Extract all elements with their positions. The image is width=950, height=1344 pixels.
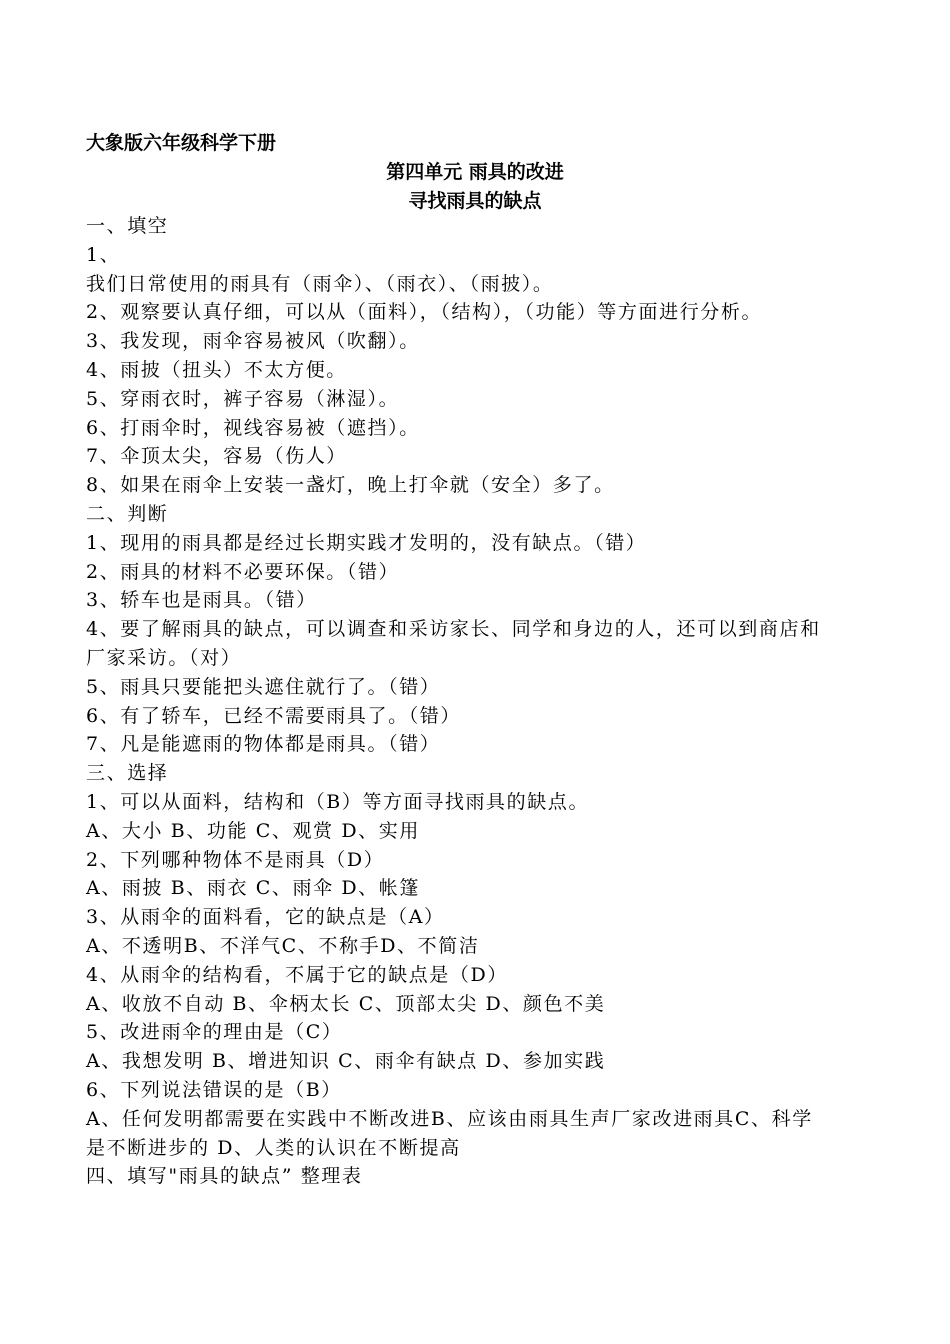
text-line: 6、有了轿车，已经不需要雨具了。（错） bbox=[86, 704, 461, 727]
text-line: 1、 bbox=[86, 243, 121, 266]
text-line: 5、雨具只要能把头遮住就行了。（错） bbox=[86, 675, 441, 698]
text-line: 5、改进雨伞的理由是（C） bbox=[86, 1021, 343, 1044]
text-line: 一、填空 bbox=[86, 215, 169, 237]
text-line: A、不透明B、不洋气C、不称手D、不简洁 bbox=[86, 934, 480, 957]
text-line: 2、观察要认真仔细，可以从（面料），（结构），（功能）等方面进行分析。 bbox=[86, 301, 763, 324]
text-line: 8、如果在雨伞上安装一盏灯，晚上打伞就（安全）多了。 bbox=[86, 474, 615, 497]
text-line: A、任何发明都需要在实践中不断改进B、应该由雨具生声厂家改进雨具C、科学 bbox=[86, 1107, 813, 1130]
text-line: 6、打雨伞时，视线容易被（遮挡）。 bbox=[86, 416, 420, 439]
document-header: 大象版六年级科学下册 bbox=[86, 132, 277, 154]
text-line: 6、下列说法错误的是（B） bbox=[86, 1078, 342, 1101]
text-line: 3、我发现，雨伞容易被风（吹翻）。 bbox=[86, 330, 420, 353]
text-line: 4、从雨伞的结构看，不属于它的缺点是（D） bbox=[86, 963, 508, 986]
text-line: A、大小 B、功能 C、观赏 D、实用 bbox=[86, 819, 420, 842]
text-line: 3、轿车也是雨具。（错） bbox=[86, 589, 317, 612]
text-line: 我们日常使用的雨具有（雨伞）、（雨衣）、（雨披）。 bbox=[86, 272, 554, 295]
text-line: A、雨披 B、雨衣 C、雨伞 D、帐篷 bbox=[86, 877, 420, 900]
text-line: 5、穿雨衣时，裤子容易（淋湿）。 bbox=[86, 387, 400, 410]
text-line: 三、选择 bbox=[86, 762, 169, 785]
text-line: A、我想发明 B、增进知识 C、雨伞有缺点 D、参加实践 bbox=[86, 1050, 606, 1073]
text-line: 7、伞顶太尖，容易（伤人） bbox=[86, 445, 347, 468]
text-line: 1、可以从面料，结构和（B）等方面寻找雨具的缺点。 bbox=[86, 790, 590, 813]
text-line: 厂家采访。（对） bbox=[86, 646, 242, 669]
text-line: 2、雨具的材料不必要环保。（错） bbox=[86, 560, 400, 583]
unit-title: 第四单元 雨具的改进 bbox=[386, 161, 564, 183]
lesson-title: 寻找雨具的缺点 bbox=[408, 190, 542, 212]
text-line: 1、现用的雨具都是经过长期实践才发明的，没有缺点。（错） bbox=[86, 531, 647, 554]
text-line: 四、填写"雨具的缺点” 整理表 bbox=[86, 1165, 363, 1188]
text-line: A、收放不自动 B、伞柄太长 C、顶部太尖 D、颜色不美 bbox=[86, 992, 606, 1015]
text-line: 4、雨披（扭头）不太方便。 bbox=[86, 358, 347, 381]
text-line: 7、凡是能遮雨的物体都是雨具。（错） bbox=[86, 733, 441, 756]
document-body bbox=[86, 212, 876, 1191]
text-line: 二、判断 bbox=[86, 502, 169, 525]
text-line: 2、下列哪种物体不是雨具（D） bbox=[86, 848, 385, 871]
text-line: 4、要了解雨具的缺点，可以调查和采访家长、同学和身边的人，还可以到商店和 bbox=[86, 618, 821, 641]
text-line: 3、从雨伞的面料看，它的缺点是（A） bbox=[86, 906, 445, 929]
text-line: 是不断进步的 D、人类的认识在不断提高 bbox=[86, 1136, 461, 1159]
